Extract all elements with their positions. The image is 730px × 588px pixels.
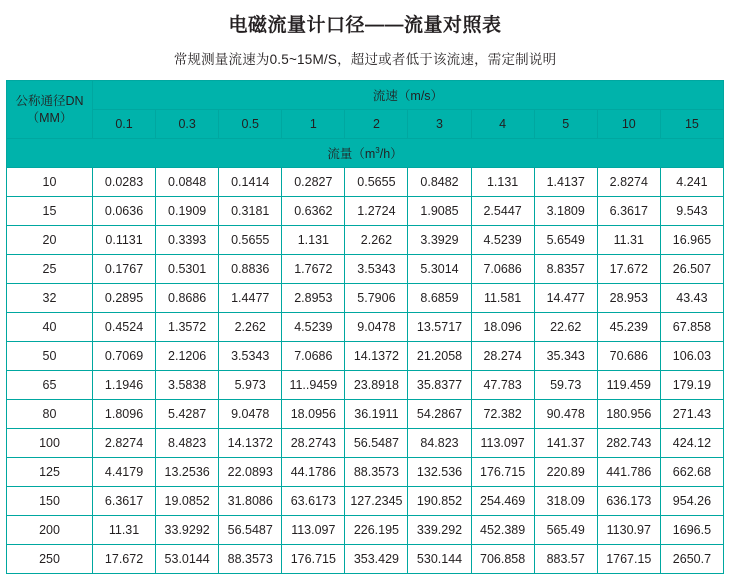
cell: 0.3181 — [219, 197, 282, 226]
cell: 9.543 — [660, 197, 723, 226]
flow-rate-table — [6, 80, 724, 574]
row-dn: 10 — [7, 168, 93, 197]
cell: 28.953 — [597, 284, 660, 313]
cell: 883.57 — [534, 545, 597, 574]
row-dn: 15 — [7, 197, 93, 226]
cell: 59.73 — [534, 371, 597, 400]
cell: 1696.5 — [660, 516, 723, 545]
cell: 0.5655 — [345, 168, 408, 197]
cell: 6.3617 — [597, 197, 660, 226]
speed-value-4: 2 — [345, 110, 408, 139]
cell: 8.6859 — [408, 284, 471, 313]
table-row — [7, 400, 724, 429]
cell: 0.0636 — [93, 197, 156, 226]
cell: 706.858 — [471, 545, 534, 574]
cell: 0.2827 — [282, 168, 345, 197]
cell: 31.8086 — [219, 487, 282, 516]
cell: 1.131 — [471, 168, 534, 197]
row-dn: 80 — [7, 400, 93, 429]
cell: 90.478 — [534, 400, 597, 429]
cell: 11..9459 — [282, 371, 345, 400]
cell: 88.3573 — [345, 458, 408, 487]
cell: 119.459 — [597, 371, 660, 400]
cell: 0.8482 — [408, 168, 471, 197]
speed-value-0: 0.1 — [93, 110, 156, 139]
cell: 43.43 — [660, 284, 723, 313]
cell: 70.686 — [597, 342, 660, 371]
table-row — [7, 168, 724, 197]
cell: 0.2895 — [93, 284, 156, 313]
cell: 127.2345 — [345, 487, 408, 516]
cell: 2650.7 — [660, 545, 723, 574]
cell: 5.7906 — [345, 284, 408, 313]
cell: 1130.97 — [597, 516, 660, 545]
cell: 1.1946 — [93, 371, 156, 400]
flow-header-sup: 3 — [375, 145, 380, 155]
speed-header-cell: 流速（m/s） — [93, 81, 724, 110]
header-row-flow — [7, 139, 724, 168]
cell: 22.0893 — [219, 458, 282, 487]
cell: 3.5343 — [345, 255, 408, 284]
speed-value-8: 10 — [597, 110, 660, 139]
table-row — [7, 226, 724, 255]
cell: 254.469 — [471, 487, 534, 516]
cell: 1.131 — [282, 226, 345, 255]
table-row — [7, 342, 724, 371]
table-row — [7, 429, 724, 458]
cell: 339.292 — [408, 516, 471, 545]
cell: 1.4477 — [219, 284, 282, 313]
cell: 176.715 — [282, 545, 345, 574]
cell: 441.786 — [597, 458, 660, 487]
row-dn: 100 — [7, 429, 93, 458]
speed-value-7: 5 — [534, 110, 597, 139]
cell: 21.2058 — [408, 342, 471, 371]
cell: 7.0686 — [471, 255, 534, 284]
cell: 424.12 — [660, 429, 723, 458]
cell: 0.7069 — [93, 342, 156, 371]
header-row-speed — [7, 81, 724, 110]
cell: 14.1372 — [219, 429, 282, 458]
cell: 2.8953 — [282, 284, 345, 313]
cell: 54.2867 — [408, 400, 471, 429]
cell: 17.672 — [597, 255, 660, 284]
page-title: 电磁流量计口径——流量对照表 — [228, 15, 502, 36]
table-row — [7, 545, 724, 574]
cell: 179.19 — [660, 371, 723, 400]
cell: 3.5343 — [219, 342, 282, 371]
row-dn: 25 — [7, 255, 93, 284]
cell: 180.956 — [597, 400, 660, 429]
cell: 1.9085 — [408, 197, 471, 226]
cell: 565.49 — [534, 516, 597, 545]
cell: 1.3572 — [156, 313, 219, 342]
flow-header-prefix: 流量（m — [327, 147, 376, 161]
cell: 1.4137 — [534, 168, 597, 197]
cell: 271.43 — [660, 400, 723, 429]
header-row-speed-values — [7, 110, 724, 139]
speed-value-2: 0.5 — [219, 110, 282, 139]
table-row — [7, 458, 724, 487]
cell: 56.5487 — [345, 429, 408, 458]
cell: 0.5655 — [219, 226, 282, 255]
cell: 11.31 — [93, 516, 156, 545]
table-row — [7, 487, 724, 516]
cell: 7.0686 — [282, 342, 345, 371]
table-row — [7, 371, 724, 400]
cell: 11.581 — [471, 284, 534, 313]
flow-header-suffix: /h） — [379, 147, 403, 161]
table-row — [7, 197, 724, 226]
cell: 9.0478 — [219, 400, 282, 429]
table-row — [7, 284, 724, 313]
cell: 14.1372 — [345, 342, 408, 371]
cell: 220.89 — [534, 458, 597, 487]
cell: 2.262 — [345, 226, 408, 255]
cell: 3.3929 — [408, 226, 471, 255]
cell: 5.973 — [219, 371, 282, 400]
cell: 113.097 — [282, 516, 345, 545]
row-dn: 200 — [7, 516, 93, 545]
cell: 53.0144 — [156, 545, 219, 574]
cell: 0.0283 — [93, 168, 156, 197]
cell: 5.3014 — [408, 255, 471, 284]
cell: 19.0852 — [156, 487, 219, 516]
cell: 318.09 — [534, 487, 597, 516]
cell: 0.1131 — [93, 226, 156, 255]
cell: 14.477 — [534, 284, 597, 313]
cell: 452.389 — [471, 516, 534, 545]
cell: 84.823 — [408, 429, 471, 458]
speed-value-1: 0.3 — [156, 110, 219, 139]
cell: 13.2536 — [156, 458, 219, 487]
row-dn: 125 — [7, 458, 93, 487]
cell: 26.507 — [660, 255, 723, 284]
cell: 28.274 — [471, 342, 534, 371]
cell: 8.4823 — [156, 429, 219, 458]
cell: 11.31 — [597, 226, 660, 255]
cell: 18.0956 — [282, 400, 345, 429]
cell: 176.715 — [471, 458, 534, 487]
table-body — [7, 168, 724, 574]
cell: 0.0848 — [156, 168, 219, 197]
table-row — [7, 255, 724, 284]
cell: 0.1414 — [219, 168, 282, 197]
cell: 56.5487 — [219, 516, 282, 545]
cell: 0.4524 — [93, 313, 156, 342]
speed-value-9: 15 — [660, 110, 723, 139]
cell: 3.1809 — [534, 197, 597, 226]
cell: 23.8918 — [345, 371, 408, 400]
cell: 28.2743 — [282, 429, 345, 458]
cell: 35.343 — [534, 342, 597, 371]
cell: 4.241 — [660, 168, 723, 197]
cell: 16.965 — [660, 226, 723, 255]
cell: 6.3617 — [93, 487, 156, 516]
cell: 1.2724 — [345, 197, 408, 226]
cell: 88.3573 — [219, 545, 282, 574]
cell: 45.239 — [597, 313, 660, 342]
row-dn: 65 — [7, 371, 93, 400]
cell: 1.7672 — [282, 255, 345, 284]
cell: 35.8377 — [408, 371, 471, 400]
cell: 0.5301 — [156, 255, 219, 284]
cell: 22.62 — [534, 313, 597, 342]
row-dn: 32 — [7, 284, 93, 313]
cell: 3.5838 — [156, 371, 219, 400]
cell: 0.8686 — [156, 284, 219, 313]
cell: 4.5239 — [471, 226, 534, 255]
row-dn: 20 — [7, 226, 93, 255]
cell: 1.8096 — [93, 400, 156, 429]
dn-header-line1: 公称通径DN — [15, 93, 84, 108]
cell: 0.3393 — [156, 226, 219, 255]
cell: 1767.15 — [597, 545, 660, 574]
cell: 0.1909 — [156, 197, 219, 226]
cell: 47.783 — [471, 371, 534, 400]
cell: 190.852 — [408, 487, 471, 516]
cell: 5.4287 — [156, 400, 219, 429]
cell: 132.536 — [408, 458, 471, 487]
cell: 636.173 — [597, 487, 660, 516]
table-header — [7, 81, 724, 168]
dn-header-cell — [7, 81, 93, 139]
cell: 106.03 — [660, 342, 723, 371]
cell: 4.4179 — [93, 458, 156, 487]
cell: 113.097 — [471, 429, 534, 458]
cell: 44.1786 — [282, 458, 345, 487]
cell: 8.8357 — [534, 255, 597, 284]
cell: 2.8274 — [93, 429, 156, 458]
cell: 5.6549 — [534, 226, 597, 255]
speed-value-5: 3 — [408, 110, 471, 139]
flow-header-cell — [7, 139, 724, 168]
cell: 17.672 — [93, 545, 156, 574]
cell: 13.5717 — [408, 313, 471, 342]
cell: 0.1767 — [93, 255, 156, 284]
cell: 141.37 — [534, 429, 597, 458]
cell: 2.262 — [219, 313, 282, 342]
cell: 0.8836 — [219, 255, 282, 284]
cell: 63.6173 — [282, 487, 345, 516]
row-dn: 50 — [7, 342, 93, 371]
cell: 954.26 — [660, 487, 723, 516]
cell: 282.743 — [597, 429, 660, 458]
cell: 2.1206 — [156, 342, 219, 371]
row-dn: 250 — [7, 545, 93, 574]
page-subtitle: 常规测量流速为0.5~15M/S，超过或者低于该流速，需定制说明 — [173, 52, 557, 67]
cell: 2.8274 — [597, 168, 660, 197]
cell: 36.1911 — [345, 400, 408, 429]
cell: 9.0478 — [345, 313, 408, 342]
dn-header-line2: （MM） — [26, 110, 73, 125]
cell: 67.858 — [660, 313, 723, 342]
cell: 4.5239 — [282, 313, 345, 342]
row-dn: 150 — [7, 487, 93, 516]
cell: 18.096 — [471, 313, 534, 342]
cell: 662.68 — [660, 458, 723, 487]
cell: 226.195 — [345, 516, 408, 545]
cell: 353.429 — [345, 545, 408, 574]
table-row — [7, 313, 724, 342]
cell: 72.382 — [471, 400, 534, 429]
cell: 2.5447 — [471, 197, 534, 226]
table-row — [7, 516, 724, 545]
speed-value-3: 1 — [282, 110, 345, 139]
cell: 33.9292 — [156, 516, 219, 545]
speed-value-6: 4 — [471, 110, 534, 139]
row-dn: 40 — [7, 313, 93, 342]
cell: 0.6362 — [282, 197, 345, 226]
cell: 530.144 — [408, 545, 471, 574]
